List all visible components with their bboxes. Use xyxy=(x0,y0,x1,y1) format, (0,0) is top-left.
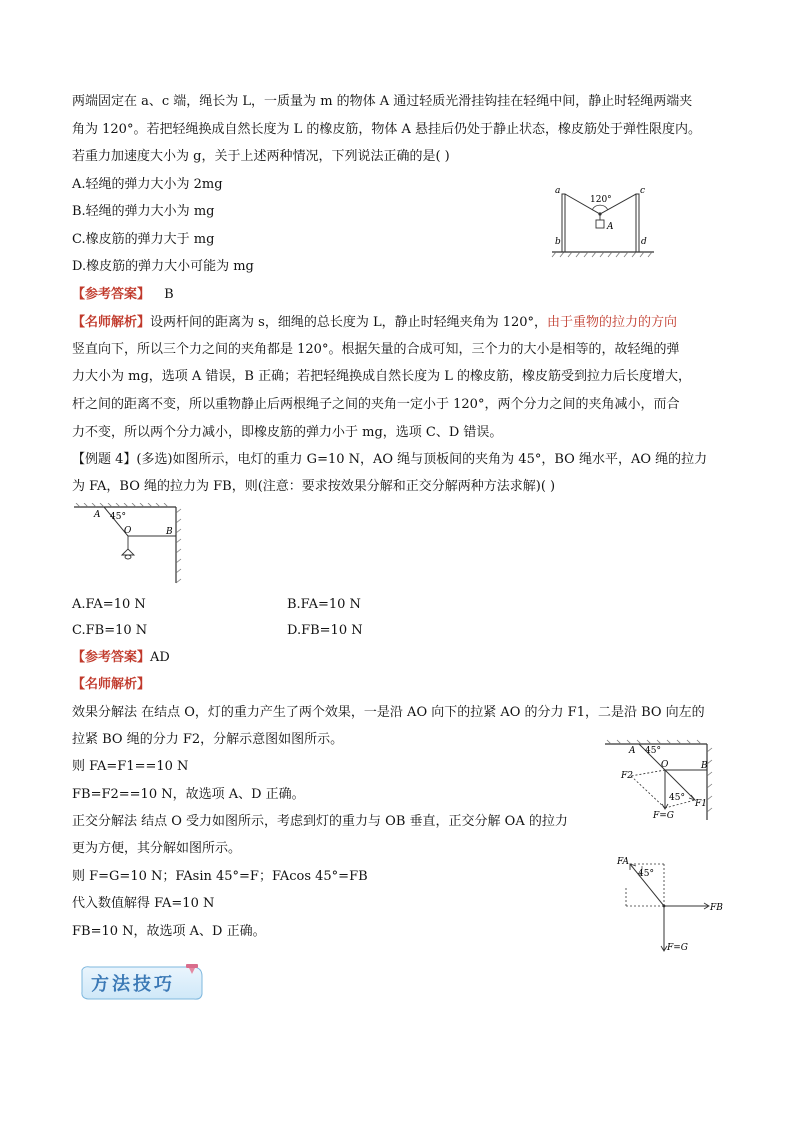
section-badge-text: 方法技巧 xyxy=(91,974,175,995)
label-angle-45-bottom: 45° xyxy=(669,793,685,803)
label-angle-120: 120° xyxy=(590,195,612,205)
q4-option-a: A.FA=10 N xyxy=(72,597,146,612)
q4-analysis-label: 【名师解析】 xyxy=(72,677,151,692)
label-f-equals-g: F=G xyxy=(667,943,688,953)
label-angle-45: 45° xyxy=(638,869,654,879)
q4-effect-line-1: 效果分解法 在结点 O，灯的重力产生了两个效果，一是沿 AO 向下的拉紧 AO 的分力 F1，二是沿 BO 向左的 xyxy=(72,705,705,720)
q3-analysis-text-1b: 由于重物的拉力的方向 xyxy=(547,315,678,330)
q3-answer-label: 【参考答案】 xyxy=(72,287,151,302)
label-b: B xyxy=(166,527,173,537)
q4-ortho-line-5: FB=10 N，故选项 A、D 正确。 xyxy=(72,924,266,939)
q3-analysis-line-5: 力不变，所以两个分力减小，即橡皮筋的弹力小于 mg，选项 C、D 错误。 xyxy=(72,425,503,440)
q3-analysis-line-3: 力大小为 mg，选项 A 错误，B 正确；若把轻绳换成自然长度为 L 的橡皮筋，橡皮筋受到拉力后长度增大， xyxy=(72,369,692,384)
label-f1: F1 xyxy=(695,799,707,809)
q4-effect-line-2: 拉紧 BO 绳的分力 F2，分解示意图如图所示。 xyxy=(72,732,344,747)
q4-option-c: C.FB=10 N xyxy=(72,623,148,638)
q3-analysis-line-1 xyxy=(72,314,677,332)
q4-ortho-line-3: 则 F=G=10 N；FAsin 45°=F；FAcos 45°=FB xyxy=(72,869,368,884)
q3-analysis-label: 【名师解析】 xyxy=(72,315,151,330)
q4-figure-lamp xyxy=(72,503,184,585)
q4-option-b: B.FA=10 N xyxy=(287,597,361,612)
q4-text-line-1: 【例题 4】(多选)如图所示，电灯的重力 G=10 N，AO 绳与顶板间的夹角为 45°，BO 绳水平，AO 绳的拉力 xyxy=(72,452,708,467)
q4-text-line-2: 为 FA，BO 绳的拉力为 FB，则(注意：要求按效果分解和正交分解两种方法求解)( ) xyxy=(72,479,556,494)
q3-analysis-line-4: 杆之间的距离不变，所以重物静止后两根绳子之间的夹角一定小于 120°，两个分力之间的夹角减小，而合 xyxy=(72,397,680,412)
label-f-equals-g: F=G xyxy=(653,811,674,821)
q3-option-d: D.橡皮筋的弹力大小可能为 mg xyxy=(72,259,254,274)
q3-answer-row xyxy=(72,286,174,304)
q3-option-b: B.轻绳的弹力大小为 mg xyxy=(72,204,215,219)
q3-analysis-text-1a: 设两杆间的距离为 s，细绳的总长度为 L，静止时轻绳夹角为 120°， xyxy=(150,315,548,330)
q4-effect-line-4: FB=F2==10 N，故选项 A、D 正确。 xyxy=(72,787,305,802)
label-a: A xyxy=(94,510,101,520)
label-fb: FB xyxy=(710,903,723,913)
label-b: b xyxy=(555,237,561,247)
q3-option-c: C.橡皮筋的弹力大于 mg xyxy=(72,232,215,247)
q4-ortho-line-4: 代入数值解得 FA=10 N xyxy=(72,896,215,911)
q4-option-d: D.FB=10 N xyxy=(287,623,363,638)
label-angle-45: 45° xyxy=(110,512,126,522)
q4-ortho-line-2: 更为方便，其分解如图所示。 xyxy=(72,841,242,856)
q4-answer-value: AD xyxy=(150,650,170,665)
q4-ortho-line-1: 正交分解法 结点 O 受力如图所示，考虑到灯的重力与 OB 垂直，正交分解 OA 的拉力 xyxy=(72,814,568,829)
label-d: d xyxy=(641,237,647,247)
q3-text-line-2: 角为 120°。若把轻绳换成自然长度为 L 的橡皮筋，物体 A 悬挂后仍处于静止状态，橡皮筋处于弹性限度内。 xyxy=(72,122,701,137)
q3-answer-value: B xyxy=(164,287,174,302)
label-c: c xyxy=(640,186,646,196)
section-badge-method-tips xyxy=(78,964,206,1002)
label-a: A xyxy=(629,746,636,756)
label-f2: F2 xyxy=(621,771,633,781)
q3-option-a: A.轻绳的弹力大小为 2mg xyxy=(72,177,223,192)
q4-effect-line-3: 则 FA=F1==10 N xyxy=(72,759,189,774)
label-mass-a: A xyxy=(607,222,614,232)
q3-text-line-1: 两端固定在 a、c 端，绳长为 L，一质量为 m 的物体 A 通过轻质光滑挂钩挂在轻绳中间，静止时轻绳两端夹 xyxy=(72,94,693,109)
q4-figure-orthogonal-decomposition xyxy=(612,852,724,958)
q4-figure-effect-decomposition xyxy=(603,738,715,822)
label-fa: FA xyxy=(617,857,629,867)
label-a: a xyxy=(555,186,561,196)
label-b: B xyxy=(701,761,708,771)
label-o: O xyxy=(661,760,669,770)
q4-answer-row xyxy=(72,649,170,667)
q3-figure-rope xyxy=(548,180,658,258)
q3-analysis-line-2: 竖直向下，所以三个力之间的夹角都是 120°。根据矢量的合成可知，三个力的大小是相等的，故轻绳的弹 xyxy=(72,342,680,357)
q3-text-line-3: 若重力加速度大小为 g，关于上述两种情况，下列说法正确的是( ) xyxy=(72,149,450,164)
q4-answer-label: 【参考答案】 xyxy=(72,650,151,665)
label-o: O xyxy=(124,526,132,536)
label-angle-45-top: 45° xyxy=(645,746,661,756)
